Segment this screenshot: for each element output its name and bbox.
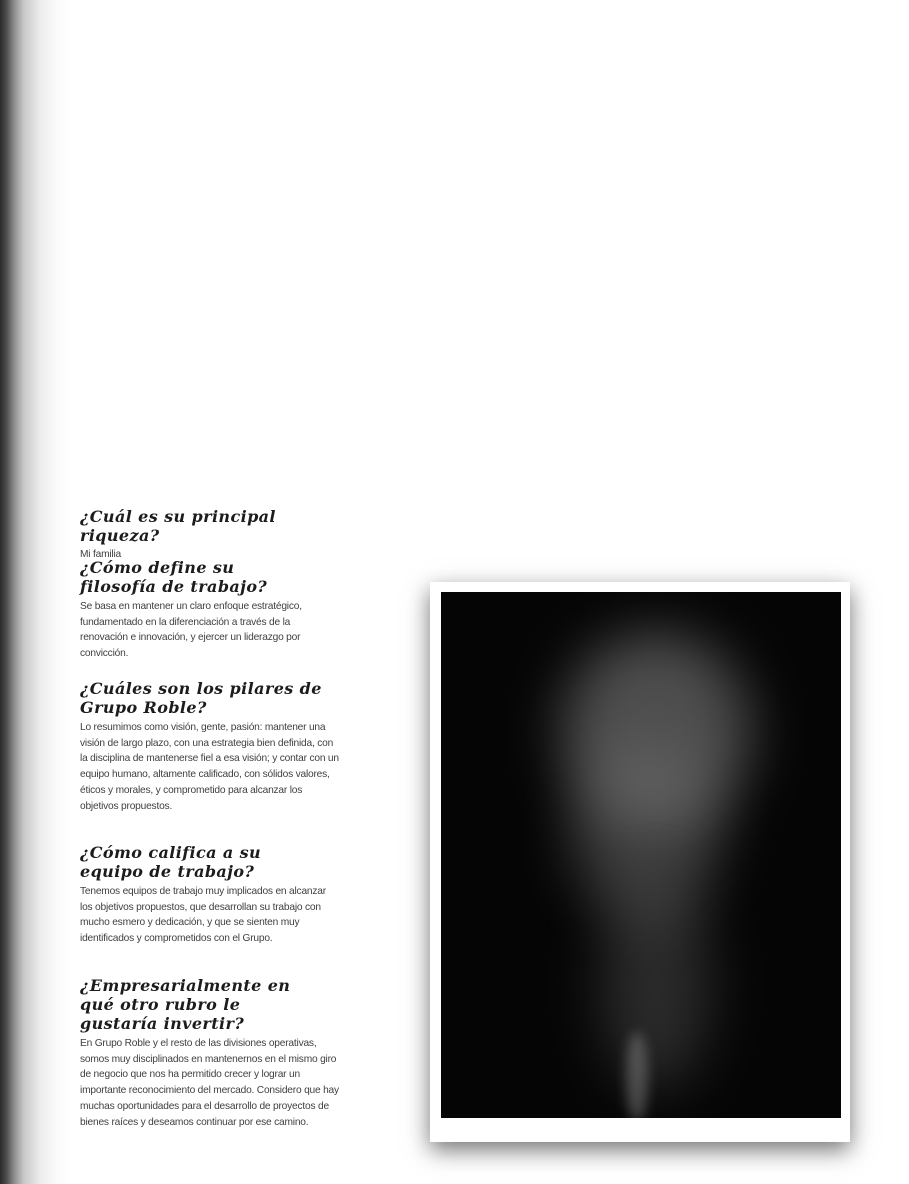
question-heading: ¿Cuáles son los pilares de Grupo Roble? <box>80 679 322 717</box>
qa-block-pilares <box>80 679 340 814</box>
qa-block-riqueza <box>80 507 340 563</box>
photo-highlight-tie <box>626 1032 648 1118</box>
question-heading: ¿Cuál es su principal riqueza? <box>80 507 276 545</box>
answer-text: En Grupo Roble y el resto de las divisiones operativas, somos muy disciplinados en mantenernos en el mismo giro de negocio que nos ha permitido crecer y lograr un importante reconocimiento del mercado. Considero que hay muchas oportunidades para el desarrollo de proyectos de bienes raíces y deseamos continuar por ese camino. <box>80 1038 339 1128</box>
photo-highlight-body <box>601 872 711 1092</box>
page-gutter-shadow <box>0 0 70 1184</box>
answer-text: Lo resumimos como visión, gente, pasión: mantener una visión de largo plazo, con una estrategia bien definida, con la disciplina de mantenerse fiel a esa visión; y contar con un equipo humano, altamente calificado, con sólidos valores, éticos y morales, y comprometido para alcanzar los objetivos propuestos. <box>80 722 339 812</box>
question-heading: ¿Cómo define su filosofía de trabajo? <box>80 558 268 596</box>
question-heading: ¿Cómo califica a su equipo de trabajo? <box>80 843 262 881</box>
qa-block-invertir <box>80 976 340 1130</box>
question-heading: ¿Empresarialmente en qué otro rubro le gustaría invertir? <box>80 976 291 1033</box>
qa-block-filosofia <box>80 558 340 662</box>
qa-block-equipo <box>80 843 340 947</box>
portrait-photo <box>441 592 841 1118</box>
answer-text: Se basa en mantener un claro enfoque estratégico, fundamentado en la diferenciación a través de la renovación e innovación, y ejercer un liderazgo por convicción. <box>80 601 302 660</box>
answer-text: Mi familia <box>80 549 122 560</box>
answer-text: Tenemos equipos de trabajo muy implicados en alcanzar los objetivos propuestos, que desarrollan su trabajo con mucho esmero y dedicación, y que se sienten muy identificados y comprometidos con el Grupo. <box>80 886 326 945</box>
